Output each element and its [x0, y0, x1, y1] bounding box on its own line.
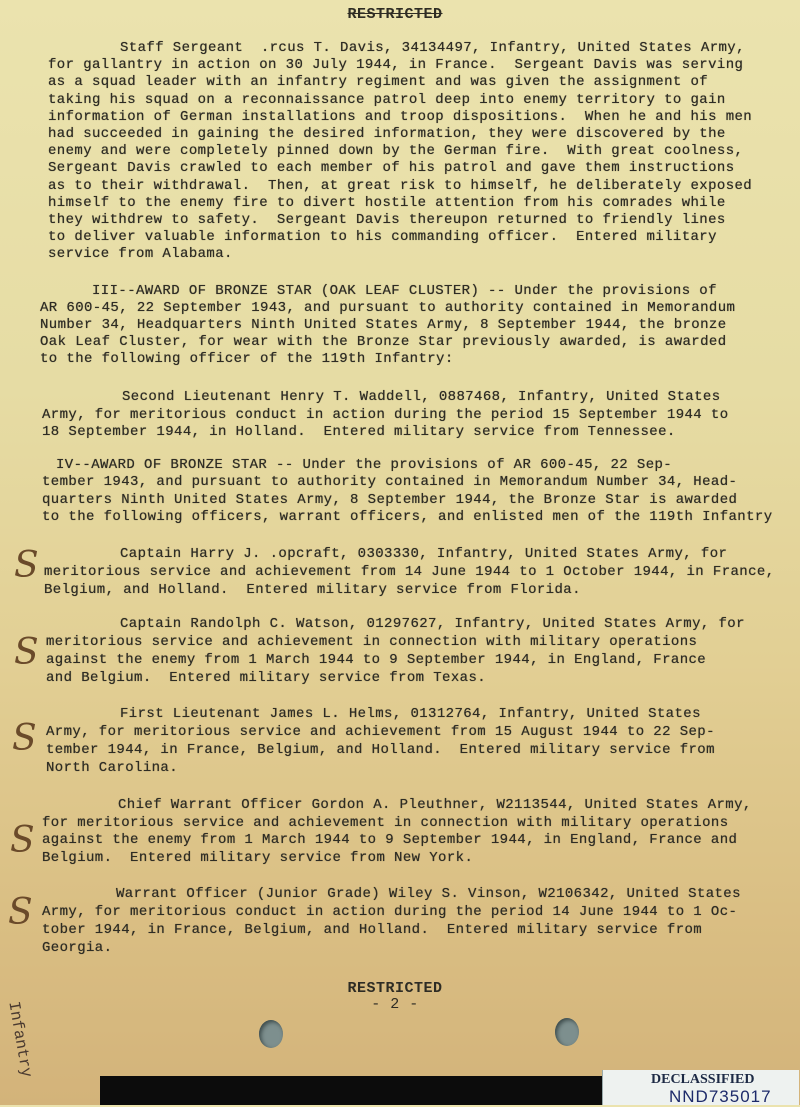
margin-mark: S	[14, 632, 39, 673]
declassified-stamp	[602, 1070, 799, 1105]
text-line: taking his squad on a reconnaissance patrol deep into enemy territory to gain	[48, 91, 726, 108]
text-line: information of German installations and troop dispositions. When he and his men	[48, 108, 753, 125]
punch-hole	[259, 1020, 283, 1048]
text-line: tember 1944, in France, Belgium, and Holland. Entered military service from	[46, 742, 715, 758]
text-line: Army, for meritorious service and achievement from 15 August 1944 to 22 Sep-	[46, 724, 715, 740]
text-line: Belgium, and Holland. Entered military service from Florida.	[44, 582, 581, 598]
text-line: to deliver valuable information to his commanding officer. Entered military	[48, 229, 717, 246]
punch-hole	[555, 1018, 579, 1046]
text-line: for gallantry in action on 30 July 1944, in France. Sergeant Davis was serving	[48, 57, 744, 74]
text-line: service from Alabama.	[48, 246, 233, 263]
margin-mark: S	[8, 892, 33, 933]
text-line: as a squad leader with an infantry regiment and was given the assignment of	[48, 74, 709, 91]
text-line: against the enemy from 1 March 1944 to 9 September 1944, in England, France	[46, 652, 707, 668]
text-line: Number 34, Headquarters Ninth United States Army, 8 September 1944, the bronze	[40, 317, 727, 333]
text-line: Oak Leaf Cluster, for wear with the Bronze Star previously awarded, is awarded	[40, 334, 727, 350]
text-line: against the enemy from 1 March 1944 to 9 September 1944, in England, France and	[42, 832, 738, 848]
text-line: to the following officer of the 119th Infantry:	[40, 351, 454, 367]
text-line: quarters Ninth United States Army, 8 September 1944, the Bronze Star is awarded	[42, 491, 738, 508]
text-line: Chief Warrant Officer Gordon A. Pleuthner, W2113544, United States Army,	[118, 797, 752, 813]
text-line: First Lieutenant James L. Helms, 01312764, Infantry, United States	[120, 706, 701, 722]
text-line: Captain Randolph C. Watson, 01297627, Infantry, United States Army, for	[120, 616, 745, 632]
text-line: as to their withdrawal. Then, at great risk to himself, he deliberately exposed	[48, 177, 753, 194]
text-line: meritorious service and achievement in connection with military operations	[46, 634, 698, 650]
text-line: North Carolina.	[46, 760, 179, 776]
text-line: Second Lieutenant Henry T. Waddell, 0887468, Infantry, United States	[122, 389, 721, 405]
page-number: - 2 -	[371, 996, 419, 1013]
text-line: meritorious service and achievement from 14 June 1944 to 1 October 1944, in France,	[44, 564, 775, 580]
stamp-label: DECLASSIFIED	[651, 1072, 755, 1087]
text-line: 18 September 1944, in Holland. Entered military service from Tennessee.	[42, 424, 676, 440]
text-line: IV--AWARD OF BRONZE STAR -- Under the provisions of AR 600-45, 22 Sep-	[56, 457, 673, 473]
margin-mark: S	[10, 820, 35, 861]
side-text: Infantry	[4, 1000, 36, 1079]
text-line: they withdrew to safety. Sergeant Davis thereupon returned to friendly lines	[48, 212, 726, 228]
stamp-authority: NND735017	[669, 1087, 772, 1106]
text-line: Belgium. Entered military service from New York.	[42, 849, 474, 866]
text-line: Army, for meritorious conduct in action during the period 15 September 1944 to	[42, 406, 729, 423]
text-line: Warrant Officer (Junior Grade) Wiley S. Vinson, W2106342, United States	[116, 886, 741, 902]
text-line: III--AWARD OF BRONZE STAR (OAK LEAF CLUSTER) -- Under the provisions of	[92, 283, 717, 299]
text-line: himself to the enemy fire to divert hostile attention from his comrades while	[48, 194, 726, 211]
text-line: Captain Harry J. .opcraft, 0303330, Infantry, United States Army, for	[120, 546, 728, 562]
text-line: Staff Sergeant .rcus T. Davis, 34134497, Infantry, United States Army,	[120, 40, 745, 56]
text-line: tember 1943, and pursuant to authority contained in Memorandum Number 34, Head-	[42, 474, 738, 491]
text-line: to the following officers, warrant officers, and enlisted men of the 119th Infantry	[42, 508, 773, 525]
text-line: Army, for meritorious conduct in action during the period 14 June 1944 to 1 Oc-	[42, 904, 738, 920]
margin-mark: S	[12, 718, 37, 759]
text-line: Georgia.	[42, 940, 113, 956]
margin-mark: S	[14, 545, 39, 586]
text-line: enemy and were completely pinned down by the German fire. With great coolness,	[48, 143, 744, 160]
text-line: and Belgium. Entered military service from Texas.	[46, 670, 487, 686]
footer-classification: RESTRICTED	[347, 980, 443, 997]
header-classification: RESTRICTED	[347, 6, 443, 23]
text-line: Sergeant Davis crawled to each member of his patrol and gave them instructions	[48, 160, 735, 177]
scan-edge	[100, 1076, 602, 1105]
text-line: AR 600-45, 22 September 1943, and pursuant to authority contained in Memorandum	[40, 300, 736, 316]
text-line: tober 1944, in France, Belgium, and Holland. Entered military service from	[42, 922, 703, 938]
text-line: for meritorious service and achievement in connection with military operations	[42, 814, 729, 831]
text-line: had succeeded in gaining the desired information, they were discovered by the	[48, 126, 726, 142]
